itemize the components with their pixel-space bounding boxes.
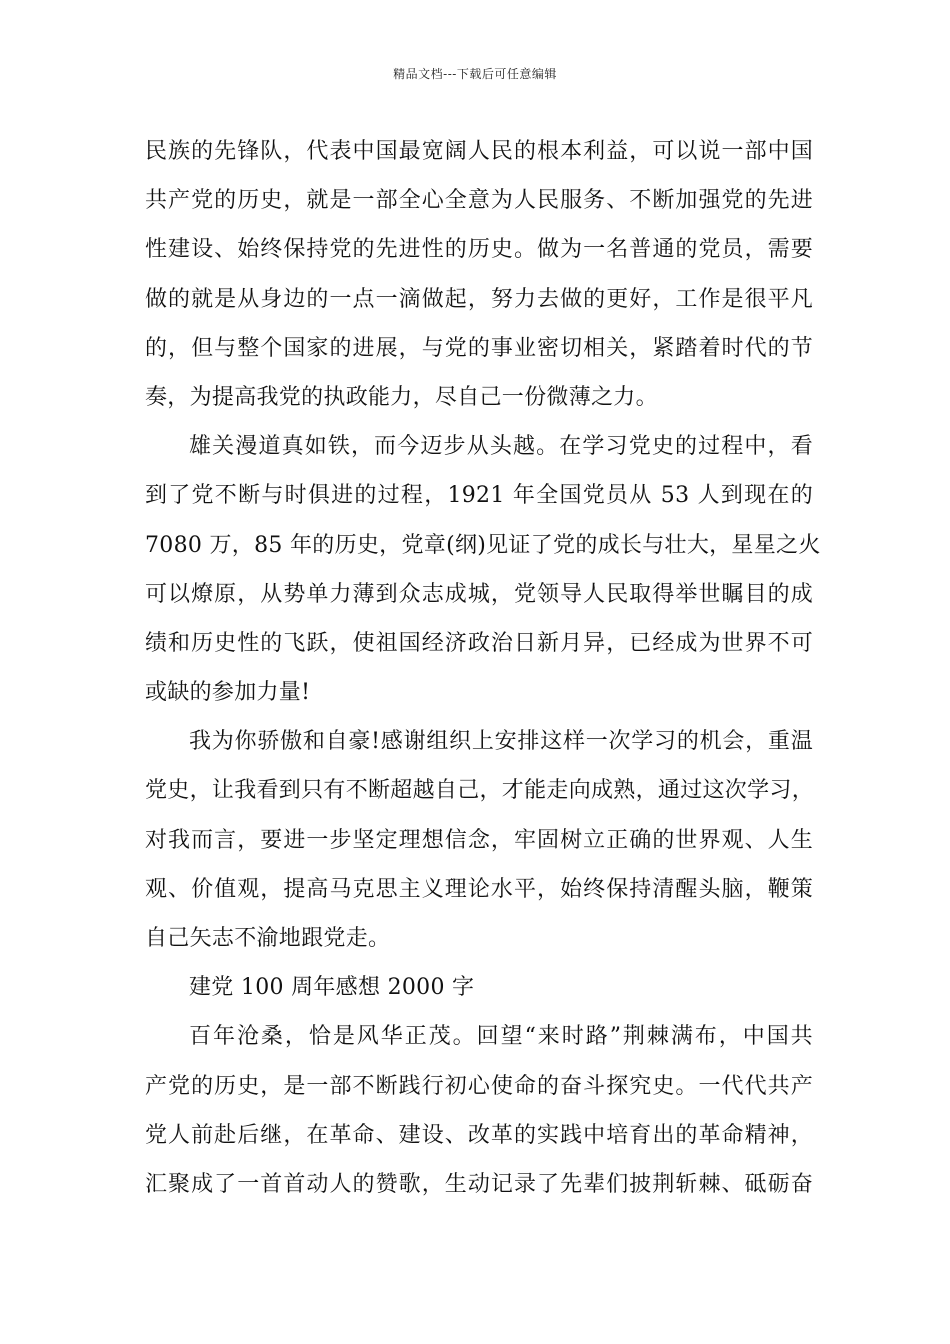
text-line: 对我而言，要进一步坚定理想信念，牢固树立正确的世界观、人生 <box>145 827 813 853</box>
text-line: 党人前赴后继，在革命、建设、改革的实践中培育出的革命精神， <box>145 1122 813 1148</box>
document-body <box>145 127 821 1209</box>
text-line: 绩和历史性的飞跃，使祖国经济政治日新月异，已经成为世界不可 <box>145 630 813 656</box>
text-line: 或缺的参加力量! <box>145 680 311 706</box>
text-line: 百年沧桑，恰是风华正茂。回望“来时路”荆棘满布，中国共 <box>189 1024 813 1050</box>
text-line: 我为你骄傲和自豪!感谢组织上安排这样一次学习的机会，重温 <box>189 729 813 755</box>
text-line: 观、价值观，提高马克思主义理论水平，始终保持清醒头脑，鞭策 <box>145 876 813 902</box>
text-line: 共产党的历史，就是一部全心全意为人民服务、不断加强党的先进 <box>145 188 813 214</box>
text-line: 建党 100 周年感想 2000 字 <box>189 975 475 1001</box>
text-line: 7080 万，85 年的历史，党章(纲)见证了党的成长与壮大，星星之火 <box>145 532 821 558</box>
text-line: 性建设、始终保持党的先进性的历史。做为一名普通的党员，需要 <box>145 237 813 263</box>
text-line: 雄关漫道真如铁，而今迈步从头越。在学习党史的过程中，看 <box>189 434 813 460</box>
text-line: 做的就是从身边的一点一滴做起，努力去做的更好，工作是很平凡 <box>145 286 813 312</box>
text-line: 产党的历史，是一部不断践行初心使命的奋斗探究史。一代代共产 <box>145 1073 813 1099</box>
text-line: 党史，让我看到只有不断超越自己，才能走向成熟，通过这次学习， <box>145 778 815 804</box>
page-header: 精品文档---下载后可任意编辑 <box>393 67 557 81</box>
text-line: 到了党不断与时俱进的过程，1921 年全国党员从 53 人到现在的 <box>145 483 813 509</box>
text-line: 可以燎原，从势单力薄到众志成城，党领导人民取得举世瞩目的成 <box>145 581 813 607</box>
text-line: 民族的先锋队，代表中国最宽阔人民的根本利益，可以说一部中国 <box>145 139 813 164</box>
text-line: 汇聚成了一首首动人的赞歌，生动记录了先辈们披荆斩棘、砥砺奋 <box>145 1171 813 1197</box>
text-line: 奏，为提高我党的执政能力，尽自己一份微薄之力。 <box>145 384 658 410</box>
text-line: 自己矢志不渝地跟党走。 <box>145 926 391 951</box>
text-line: 的，但与整个国家的进展，与党的事业密切相关，紧踏着时代的节 <box>145 335 813 361</box>
